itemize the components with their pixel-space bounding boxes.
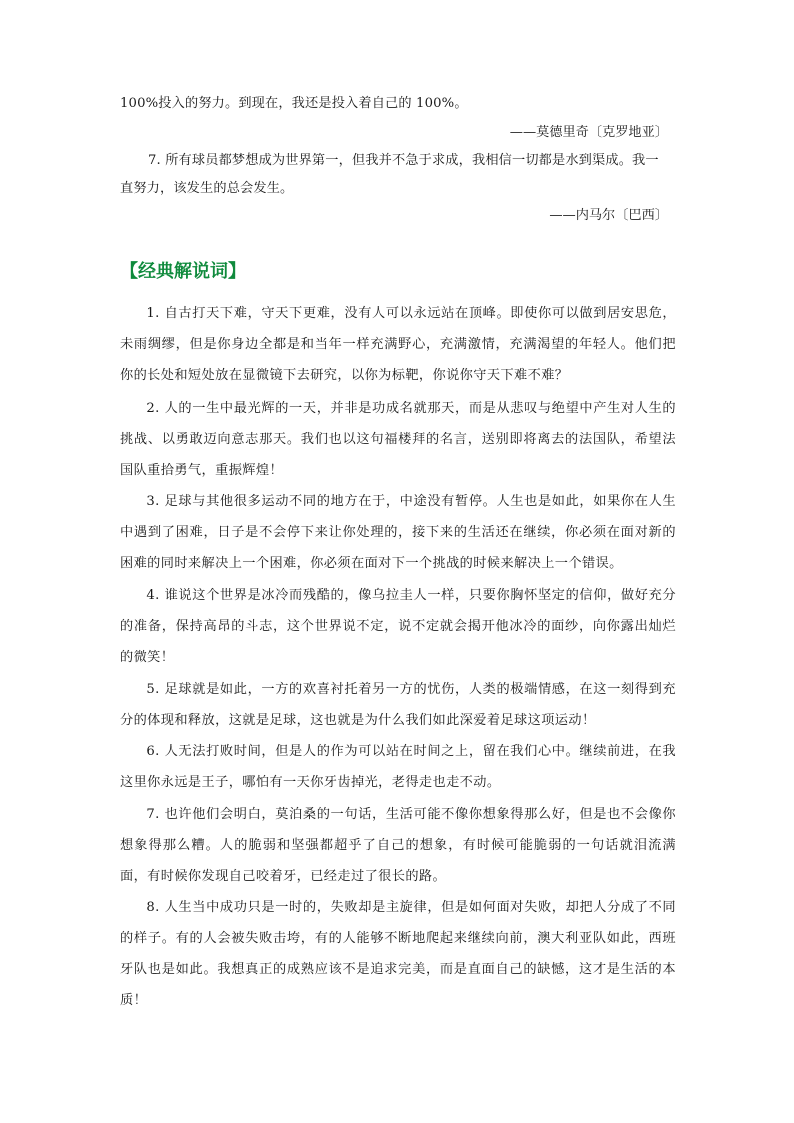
- commentary-item-3: 3. 足球与其他很多运动不同的地方在于，中途没有暂停。人生也是如此，如果你在人生中遇到了困难，日子是不会停下来让你处理的，接下来的生活还在继续，你必须在面对新的困难的同时来解决上一个困难，你必须在面对下一个挑战的时候来解决上一个错误。: [120, 494, 676, 571]
- commentary-item-1: 1. 自古打天下难，守天下更难，没有人可以永远站在顶峰。即使你可以做到居安思危，未雨绸缪，但是你身边全都是和当年一样充满野心，充满激情，充满渴望的年轻人。他们把你的长处和短处放在显微镜下去研究，以你为标靶，你说你守天下难不难？: [120, 306, 676, 383]
- quote-7-line-2: 直努力，该发生的总会发生。: [120, 181, 294, 196]
- quote-7-attribution: ——内马尔〔巴西〕: [549, 208, 668, 223]
- quote-7-line-1: 7. 所有球员都梦想成为世界第一，但我并不急于求成，我相信一切都是水到渠成。我一: [148, 153, 659, 168]
- quote-6-continuation: 100%投入的努力。到现在，我还是投入着自己的 100%。: [120, 96, 468, 111]
- commentary-item-4: 4. 谁说这个世界是冰冷而残酷的，像乌拉圭人一样，只要你胸怀坚定的信仰，做好充分的准备，保持高昂的斗志，这个世界说不定，说不定就会揭开他冰冷的面纱，向你露出灿烂的微笑！: [120, 588, 676, 665]
- quote-6-attribution: ——莫德里奇〔克罗地亚〕: [509, 125, 668, 140]
- commentary-item-5: 5. 足球就是如此，一方的欢喜衬托着另一方的忧伤，人类的极端情感，在这一刻得到充分的体现和释放，这就是足球，这也就是为什么我们如此深爱着足球这项运动！: [120, 682, 676, 728]
- commentary-item-7: 7. 也许他们会明白，莫泊桑的一句话，生活可能不像你想象得那么好，但是也不会像你想象得那么糟。人的脆弱和坚强都超乎了自己的想象，有时候可能脆弱的一句话就泪流满面，有时候你发现自己咬着牙，已经走过了很长的路。: [120, 807, 676, 884]
- section-heading: 【经典解说词】: [120, 261, 246, 282]
- commentary-item-8: 8. 人生当中成功只是一时的，失败却是主旋律，但是如何面对失败，却把人分成了不同的样子。有的人会被失败击垮，有的人能够不断地爬起来继续向前，澳大利亚队如此，西班牙队也是如此。我想真正的成熟应该不是追求完美，而是直面自己的缺憾，这才是生活的本质！: [120, 900, 676, 1008]
- commentary-item-2: 2. 人的一生中最光辉的一天，并非是功成名就那天，而是从悲叹与绝望中产生对人生的挑战、以勇敢迈向意志那天。我们也以这句福楼拜的名言，送别即将离去的法国队，希望法国队重拾勇气，重振辉煌！: [120, 401, 676, 478]
- commentary-item-6: 6. 人无法打败时间，但是人的作为可以站在时间之上，留在我们心中。继续前进，在我这里你永远是王子，哪怕有一天你牙齿掉光，老得走也走不动。: [120, 744, 676, 790]
